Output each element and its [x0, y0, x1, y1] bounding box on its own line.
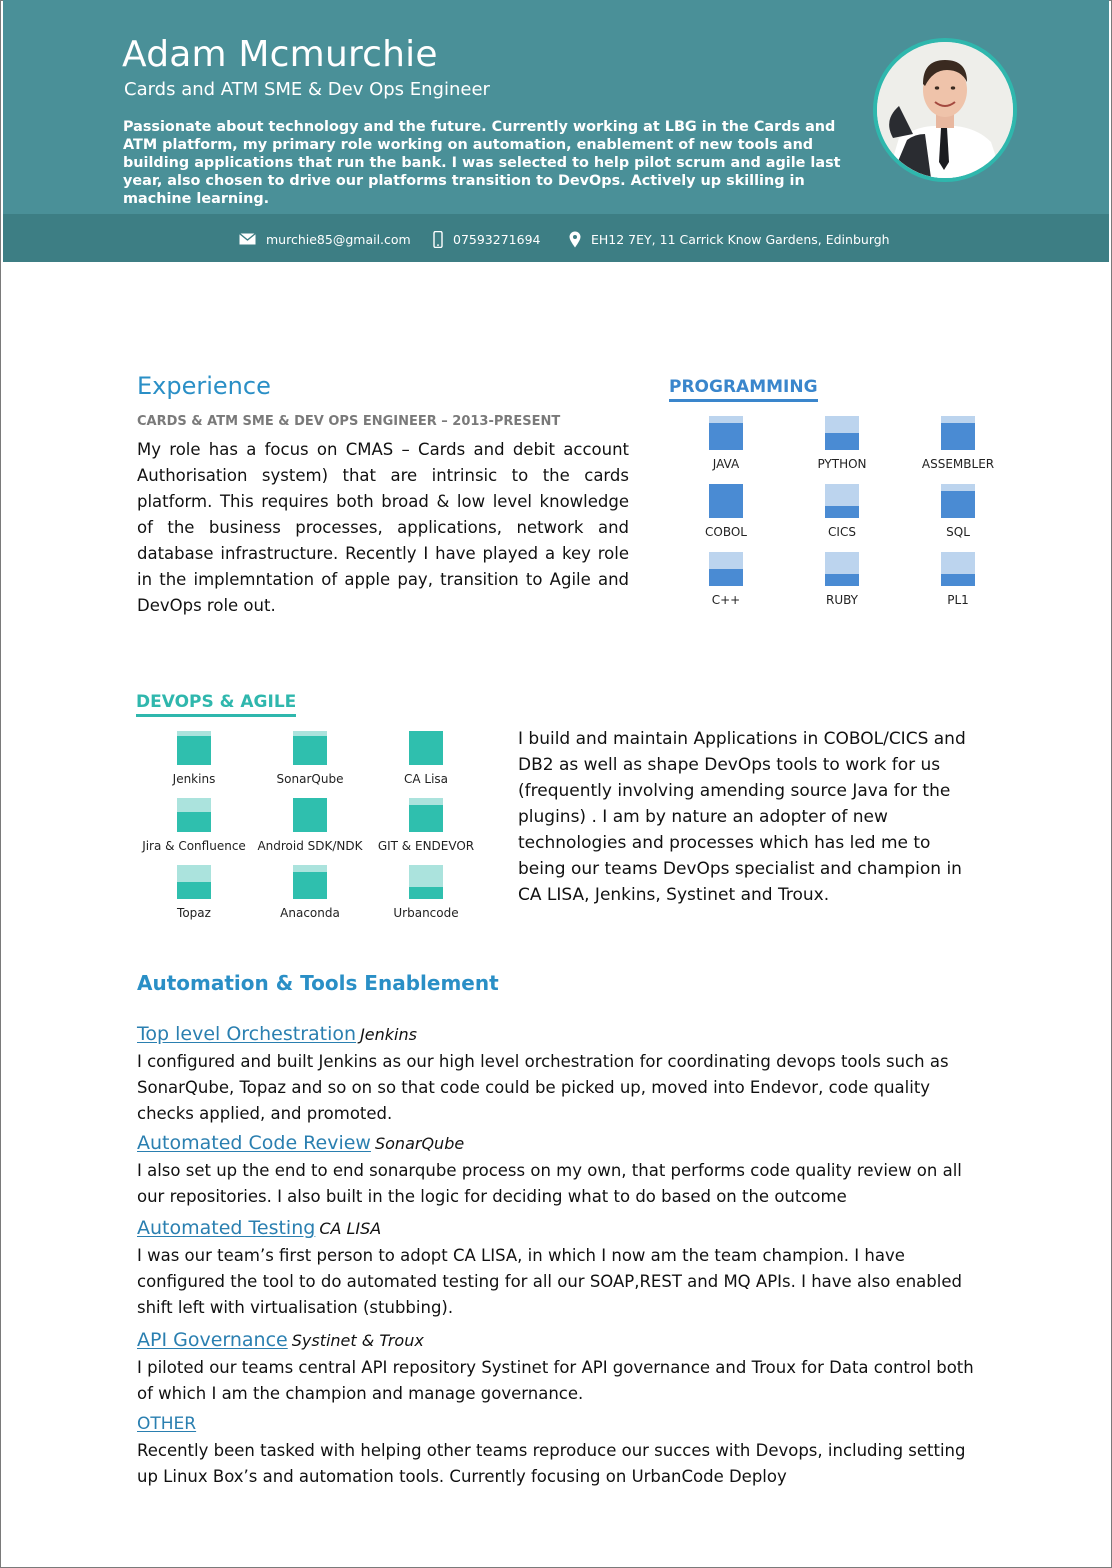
experience-heading: Experience [137, 372, 271, 400]
contact-address [569, 229, 890, 249]
skill-level-meter [709, 484, 743, 518]
contact-phone[interactable] [433, 229, 540, 249]
phone-text: 07593271694 [453, 231, 541, 247]
automation-item-title[interactable]: Automated Testing [137, 1217, 316, 1239]
skill-label: C++ [711, 593, 741, 607]
devops-heading: DEVOPS & AGILE [136, 692, 296, 717]
skill-label: Android SDK/NDK [257, 839, 363, 853]
automation-item-title[interactable]: Top level Orchestration [137, 1023, 357, 1045]
automation-item-description: I configured and built Jenkins as our high level orchestration for coordinating devops tools such as SonarQube, Topaz and so on so that code could be picked up, moved into Endevor, code quality checks applied, and promoted. [137, 1052, 949, 1123]
automation-item-description: Recently been tasked with helping other teams reproduce our succes with Devops, including setting up Linux Box’s and automation tools. Currently focusing on UrbanCode Deploy [137, 1441, 966, 1486]
skill-label: PL1 [947, 593, 969, 607]
skill-level-meter [941, 416, 975, 450]
skill-level-meter [409, 865, 443, 899]
skill-level-meter [825, 484, 859, 518]
address-text: EH12 7EY, 11 Carrick Know Gardens, Edinburgh [591, 231, 890, 247]
skill-level-meter [825, 416, 859, 450]
skill-level-meter [709, 552, 743, 586]
contact-email[interactable] [239, 229, 411, 249]
profile-summary: Passionate about technology and the future. Currently working at LBG in the Cards and ATM platform, my primary role working on automation, enablement of new tools and building applications that run the bank. I was selected to help pilot scrum and agile last year, also chosen to drive our platforms transition to DevOps. Actively up skilling in machine learning. [123, 119, 841, 207]
experience-description: My role has a focus on CMAS – Cards and debit account Authorisation system) that are intrinsic to the cards platform. This requires both broad & low level knowledge of the business processes, applications, network and database infrastructure. Recently I have played a key role in the implemntation of apple pay, transition to Agile and DevOps role out. [137, 440, 629, 615]
skill-label: CICS [828, 525, 856, 539]
skill-level-meter [177, 865, 211, 899]
skill-label: CA Lisa [403, 772, 449, 786]
automation-item-tool: CA LISA [319, 1219, 382, 1238]
skill-label: Anaconda [280, 906, 340, 920]
automation-item [137, 1214, 987, 1321]
automation-item-title[interactable]: API Governance [137, 1329, 288, 1351]
skill-label: JAVA [712, 457, 740, 471]
automation-heading: Automation & Tools Enablement [137, 971, 499, 995]
skill-label: Urbancode [393, 906, 459, 920]
email-text: murchie85@gmail.com [266, 231, 411, 247]
skill-label: COBOL [705, 525, 747, 539]
skill-level-meter [941, 484, 975, 518]
skill-label: RUBY [825, 593, 859, 607]
skill-level-meter [177, 731, 211, 765]
skill-level-meter [941, 552, 975, 586]
phone-icon [433, 231, 443, 248]
skill-level-meter [825, 552, 859, 586]
avatar [873, 38, 1017, 182]
automation-item-tool: SonarQube [374, 1134, 465, 1153]
automation-item-description: I was our team’s first person to adopt CA LISA, in which I now am the team champion. I have configured the tool to do automated testing for all our SOAP,REST and MQ APIs. I have also enabled shift left with virtualisation (stubbing). [137, 1246, 962, 1317]
automation-item-description: I also set up the end to end sonarqube process on my own, that performs code quality review on all our repositories. I also built in the logic for deciding what to do based on the outcome [137, 1161, 962, 1206]
skill-label: Jenkins [172, 772, 216, 786]
automation-item [137, 1129, 987, 1210]
envelope-icon [239, 233, 256, 245]
avatar-portrait-icon [877, 42, 1013, 178]
candidate-title: Cards and ATM SME & Dev Ops Engineer [124, 79, 490, 100]
skill-label: Jira & Confluence [142, 839, 246, 853]
automation-item [137, 1410, 987, 1490]
devops-description: I build and maintain Applications in COBOL/CICS and DB2 as well as shape DevOps tools to work for us (frequently involving amending source Java for the plugins) . I am by nature an adopter of new technologies and processes which has led me to being our teams DevOps specialist and champion in CA LISA, Jenkins, Systinet and Troux. [518, 729, 966, 905]
automation-item-tool: Jenkins [360, 1025, 417, 1044]
automation-item-description: I piloted our teams central API repository Systinet for API governance and Troux for Data control both of which I am the champion and manage governance. [137, 1358, 974, 1403]
skill-level-meter [709, 416, 743, 450]
skill-level-meter [293, 731, 327, 765]
candidate-name: Adam Mcmurchie [122, 34, 438, 75]
automation-item [137, 1326, 987, 1407]
skill-level-meter [293, 798, 327, 832]
skill-label: ASSEMBLER [921, 457, 995, 471]
automation-item-title[interactable]: OTHER [137, 1414, 197, 1434]
skill-level-meter [177, 798, 211, 832]
location-pin-icon [569, 231, 581, 248]
skill-label: Topaz [177, 906, 211, 920]
skill-label: SonarQube [276, 772, 344, 786]
skill-level-meter [409, 798, 443, 832]
programming-heading: PROGRAMMING [669, 377, 818, 402]
skill-label: PYTHON [817, 457, 867, 471]
skill-level-meter [409, 731, 443, 765]
experience-role: CARDS & ATM SME & DEV OPS ENGINEER – 2013-PRESENT [137, 414, 561, 429]
skill-level-meter [293, 865, 327, 899]
automation-item-tool: Systinet & Troux [291, 1331, 424, 1350]
automation-item-title[interactable]: Automated Code Review [137, 1132, 371, 1154]
skill-label: GIT & ENDEVOR [377, 839, 475, 853]
automation-item [137, 1020, 987, 1127]
skill-label: SQL [946, 525, 970, 539]
contact-bar [3, 214, 1109, 262]
